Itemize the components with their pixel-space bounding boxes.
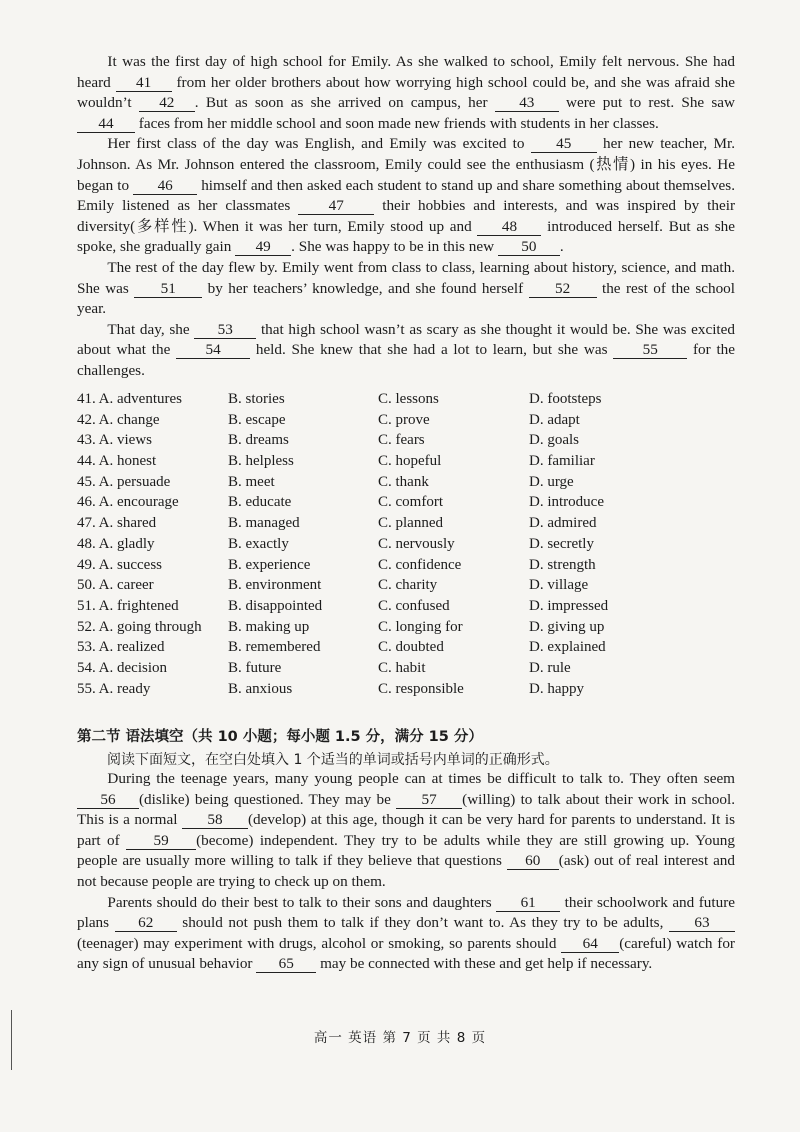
blank-49: 49 — [235, 239, 291, 256]
option-choice: 47. A. shared — [77, 515, 157, 532]
passage-text: (become) independent. They try to be adults while they are still growing up. Young people are usually more willing to talk if they believe that questions — [77, 831, 735, 870]
passage-text: That day, she — [107, 320, 195, 338]
passage-text: should not push them to talk if they don’t want to. As they try to be adults, — [176, 914, 670, 932]
passage-text: (careful) watch for any sign of unusual behavior — [77, 934, 735, 973]
blank-42: 42 — [139, 95, 195, 112]
option-choice: D. footsteps — [529, 391, 602, 407]
option-row — [77, 575, 737, 596]
section-instruction: 阅读下面短文，在空白处填入 1 个适当的单词或括号内单词的正确形式。 — [107, 752, 559, 768]
passage-text: The rest of the day flew by. Emily went from class to class, learning about history, science, and math. She was — [77, 258, 735, 297]
option-choice: D. introduce — [529, 494, 604, 511]
passage-text: her new teacher, Mr. Johnson. As Mr. Johnson entered the classroom, Emily could see the enthusiasm (热情) in his eyes. He began to — [77, 135, 735, 194]
option-row — [77, 451, 737, 472]
option-row — [77, 555, 737, 576]
blank-63: 63 — [669, 915, 735, 932]
option-choice: 53. A. realized — [77, 639, 165, 656]
option-choice: 49. A. success — [77, 556, 162, 573]
option-choice: B. helpless — [228, 453, 294, 470]
option-choice: D. giving up — [529, 618, 605, 635]
passage-text: (ask) out of real interest and not because people are trying to check up on them. — [77, 852, 735, 890]
option-row — [77, 410, 737, 431]
blank-62: 62 — [115, 915, 177, 932]
option-choice: B. experience — [228, 556, 311, 573]
option-choice: 55. A. ready — [77, 680, 151, 697]
option-choice: C. charity — [378, 577, 438, 594]
passage-text: Parents should do their best to talk to their sons and daughters — [107, 893, 497, 911]
option-choice: 54. A. decision — [77, 659, 167, 676]
passage-text: . She was happy to be in this new — [291, 238, 498, 256]
option-choice: B. remembered — [228, 639, 321, 656]
option-choice: B. making up — [228, 618, 310, 635]
option-choice: C. doubted — [378, 639, 444, 656]
scan-artifact-line — [11, 1010, 12, 1070]
blank-60: 60 — [507, 853, 559, 870]
option-row — [77, 658, 737, 679]
option-choice: C. fears — [378, 432, 425, 449]
blank-61: 61 — [496, 895, 560, 912]
option-choice: 43. A. views — [77, 432, 152, 449]
blank-51: 51 — [134, 281, 202, 298]
option-row — [77, 617, 737, 638]
option-choice: B. dreams — [228, 432, 289, 449]
option-choice: 46. A. encourage — [77, 494, 179, 511]
answer-options — [77, 389, 737, 699]
option-choice: D. happy — [529, 680, 584, 697]
passage-text: the rest of the school year. — [77, 279, 735, 318]
option-choice: D. strength — [529, 556, 596, 573]
option-choice: 50. A. career — [77, 577, 154, 594]
blank-54: 54 — [176, 342, 250, 359]
passage-text: from her older brothers about how worrying high school could be, and she was afraid she wouldn’t — [77, 73, 736, 112]
section-title: 第二节 语法填空（共 10 小题；每小题 1.5 分，满分 15 分） — [77, 729, 483, 745]
cloze-paragraph-2 — [77, 134, 735, 258]
option-choice: C. prove — [378, 411, 430, 428]
option-choice: C. responsible — [378, 680, 464, 697]
option-choice: 52. A. going through — [77, 618, 202, 635]
blank-41: 41 — [116, 75, 172, 92]
blank-46: 46 — [133, 178, 197, 195]
option-choice: D. explained — [529, 639, 606, 656]
blank-55: 55 — [613, 342, 687, 359]
blank-45: 45 — [531, 136, 597, 153]
option-row — [77, 534, 737, 555]
option-choice: D. goals — [529, 432, 579, 449]
blank-65: 65 — [256, 956, 316, 973]
passage-text: During the teenage years, many young people can at times be difficult to talk to. They often seem — [107, 770, 735, 787]
passage-text: (teenager) may experiment with drugs, alcohol or smoking, so parents should — [77, 934, 562, 952]
blank-57: 57 — [396, 792, 462, 809]
passage-text: Her first class of the day was English, and Emily was excited to — [107, 135, 531, 153]
passage-text: were put to rest. She saw — [558, 94, 735, 112]
option-choice: C. hopeful — [378, 453, 442, 470]
option-choice: D. urge — [529, 473, 574, 490]
passage-text: (willing) to talk about their work in school. This is a normal — [77, 790, 735, 829]
grammar-passage — [77, 769, 735, 975]
passage-text: may be connected with these and get help if necessary. — [316, 955, 653, 973]
option-choice: D. secretly — [529, 535, 594, 552]
passage-text: himself and then asked each student to stand up and share something about themselves. Emily listened as her classmates — [77, 176, 736, 215]
passage-text: . — [559, 238, 564, 256]
option-choice: D. familiar — [529, 453, 595, 470]
passage-text: (develop) at this age, though it can be very hard for parents to understand. It is part of — [77, 811, 736, 849]
blank-53: 53 — [194, 322, 256, 339]
cloze-paragraph-4 — [77, 320, 735, 382]
cloze-paragraph-3 — [77, 258, 735, 320]
blank-56: 56 — [77, 792, 139, 809]
option-choice: 48. A. gladly — [77, 535, 155, 552]
blank-48: 48 — [477, 219, 541, 236]
option-choice: D. admired — [529, 515, 597, 532]
option-choice: D. rule — [529, 659, 571, 676]
cloze-passage — [77, 52, 735, 382]
option-choice: B. stories — [228, 391, 285, 407]
page-footer: 高一 英语 第 7 页 共 8 页 — [313, 1030, 487, 1046]
grammar-paragraph-2 — [77, 893, 735, 975]
option-choice: 42. A. change — [77, 411, 160, 428]
option-choice: C. confused — [378, 597, 450, 614]
option-choice: C. thank — [378, 473, 429, 490]
option-row — [77, 389, 737, 410]
option-row — [77, 492, 737, 513]
passage-text: their hobbies and interests, and was inspired by their diversity(多样性). When it was her turn, Emily stood up and — [77, 197, 735, 235]
passage-text: their schoolwork and future plans — [77, 893, 735, 932]
option-choice: B. escape — [228, 411, 286, 428]
option-choice: 45. A. persuade — [77, 473, 171, 490]
passage-text: faces from her middle school and soon made new friends with students in her classes. — [135, 114, 659, 132]
option-row — [77, 513, 737, 534]
option-row — [77, 472, 737, 493]
option-choice: C. confidence — [378, 556, 462, 573]
passage-text: by her teachers’ knowledge, and she found herself — [202, 279, 529, 297]
grammar-paragraph-1 — [77, 769, 735, 893]
option-choice: C. planned — [378, 515, 443, 532]
option-choice: B. managed — [228, 515, 300, 532]
option-choice: C. habit — [378, 659, 426, 676]
option-choice: B. disappointed — [228, 597, 323, 614]
passage-text: (dislike) being questioned. They may be — [139, 790, 397, 808]
blank-59: 59 — [126, 833, 196, 850]
blank-44: 44 — [77, 116, 135, 133]
option-choice: D. adapt — [529, 411, 580, 428]
option-choice: C. nervously — [378, 535, 455, 552]
option-choice: 41. A. adventures — [77, 391, 182, 407]
passage-text: introduced herself. But as she spoke, she gradually gain — [77, 217, 735, 256]
blank-64: 64 — [561, 936, 619, 953]
option-choice: B. anxious — [228, 680, 293, 697]
passage-text: . But as soon as she arrived on campus, her — [194, 94, 495, 112]
passage-text: that high school wasn’t as scary as she thought it would be. She was excited about what the — [77, 320, 735, 359]
option-choice: 44. A. honest — [77, 453, 157, 470]
option-row — [77, 430, 737, 451]
option-choice: B. exactly — [228, 535, 289, 552]
option-choice: B. environment — [228, 577, 322, 594]
option-choice: B. educate — [228, 494, 292, 511]
option-choice: D. impressed — [529, 597, 609, 614]
passage-text: It was the first day of high school for Emily. As she walked to school, Emily felt nervous. She had heard — [77, 53, 735, 91]
passage-text: held. She knew that she had a lot to learn, but she was — [250, 341, 614, 359]
blank-47: 47 — [298, 198, 374, 215]
option-choice: C. lessons — [378, 391, 439, 407]
option-choice: 51. A. frightened — [77, 597, 179, 614]
option-choice: C. longing for — [378, 618, 463, 635]
option-choice: D. village — [529, 577, 589, 594]
blank-52: 52 — [529, 281, 597, 298]
option-choice: C. comfort — [378, 494, 443, 511]
cloze-paragraph-1 — [77, 52, 735, 134]
option-row — [77, 637, 737, 658]
blank-50: 50 — [498, 239, 560, 256]
passage-text: for the challenges. — [77, 341, 736, 379]
blank-58: 58 — [182, 812, 248, 829]
option-row — [77, 679, 737, 700]
option-row — [77, 596, 737, 617]
blank-43: 43 — [495, 95, 559, 112]
option-choice: B. future — [228, 659, 282, 676]
option-choice: B. meet — [228, 473, 275, 490]
